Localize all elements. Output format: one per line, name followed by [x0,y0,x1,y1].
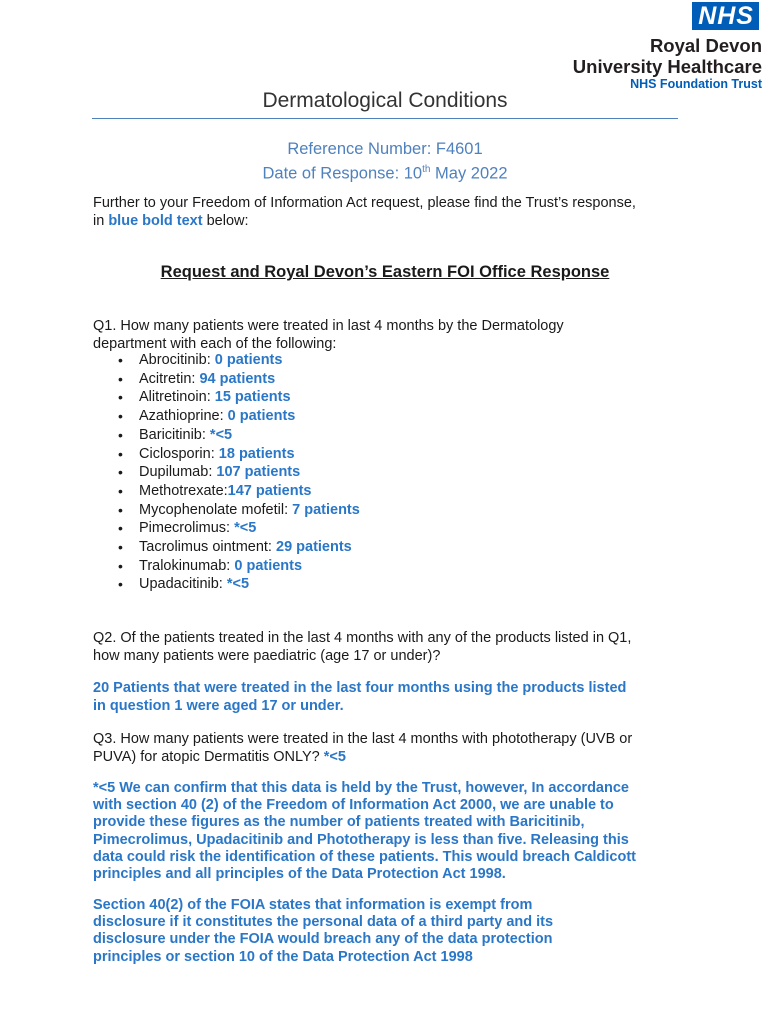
list-item [118,407,360,426]
section40-line: principles or section 10 of the Data Protection Act 1998 [93,948,473,965]
intro-line2-start: in [93,213,109,229]
drug-name: Tralokinumab: [139,557,235,574]
drug-list [118,351,360,594]
intro-highlight: blue bold text [108,213,203,229]
document-title: Dermatological Conditions [262,89,508,112]
nhs-logo-badge: NHS [692,2,759,30]
drug-name: Alitretinoin: [139,389,215,406]
response-date-ordinal: th [422,164,431,175]
list-item [118,445,360,464]
drug-answer: 94 patients [199,370,276,387]
response-date-suffix: May 2022 [430,164,508,183]
exemption-line: Pimecrolimus, Upadacitinib and Phototherapy is less than five. Releasing this [93,831,629,848]
drug-name: Ciclosporin: [139,445,219,462]
trust-logo [502,2,762,92]
q2-answer-line1: 20 Patients that were treated in the last four months using the products listed [93,680,627,696]
q3-question-line2 [93,748,693,766]
q1-question-line2: department with each of the following: [93,336,337,352]
intro-line2 [93,212,693,230]
list-item [118,351,360,370]
org-name-line2: University Healthcare [572,56,762,77]
drug-name: Mycophenolate mofetil: [139,501,293,518]
section40-line: disclosure if it constitutes the personal data of a third party and its [93,914,554,931]
drug-answer: 107 patients [216,464,301,481]
q3-question-line1: Q3. How many patients were treated in the last 4 months with phototherapy (UVB or [93,731,633,747]
q2-question-line1: Q2. Of the patients treated in the last 4 months with any of the products listed in Q1, [93,630,632,646]
q2-question [93,629,693,665]
q3-question-line2-text: PUVA) for atopic Dermatitis ONLY? [93,749,324,765]
title-divider [92,118,678,119]
org-name-line1: Royal Devon [649,35,762,56]
list-item [118,482,360,501]
exemption-paragraph [93,780,693,883]
list-item [118,370,360,389]
list-item [118,575,360,594]
drug-answer: 7 patients [292,501,360,518]
list-item [118,519,360,538]
response-date-prefix: Date of Response: 10 [262,164,423,183]
drug-name: Pimecrolimus: [139,520,235,537]
drug-answer: 147 patients [227,482,312,499]
drug-answer: 18 patients [218,445,295,462]
list-item [118,557,360,576]
reference-number: Reference Number: F4601 [287,140,483,158]
section40-line: disclosure under the FOIA would breach any of the data protection [93,931,553,948]
q2-answer [93,680,693,715]
drug-name: Azathioprine: [139,408,228,425]
intro-line1: Further to your Freedom of Information Act request, please find the Trust’s response, [93,195,636,211]
q2-question-line2: how many patients were paediatric (age 17 or under)? [93,648,441,664]
list-item [118,426,360,445]
section40-paragraph [93,897,693,966]
exemption-line: with section 40 (2) of the Freedom of Information Act 2000, we are unable to [93,797,614,814]
q1-question [93,317,693,353]
drug-name: Methotrexate: [139,482,228,499]
list-item [118,501,360,520]
section-heading: Request and Royal Devon’s Eastern FOI Office Response [160,263,610,281]
list-item [118,463,360,482]
list-item [118,388,360,407]
drug-name: Tacrolimus ointment: [139,539,276,556]
drug-answer: *<5 [209,426,233,443]
exemption-line: principles and all principles of the Data Protection Act 1998. [93,866,506,883]
q1-question-line1: Q1. How many patients were treated in last 4 months by the Dermatology [93,318,564,334]
drug-answer: *<5 [226,576,250,593]
drug-name: Upadacitinib: [139,576,227,593]
q2-answer-line2: in question 1 were aged 17 or under. [93,697,344,714]
drug-name: Acitretin: [139,370,200,387]
drug-answer: 0 patients [234,557,303,574]
drug-name: Dupilumab: [139,464,217,481]
drug-name: Abrocitinib: [139,352,215,368]
org-name-line3: NHS Foundation Trust [630,77,762,91]
response-date [92,160,678,184]
q3-answer: *<5 [323,749,346,765]
section40-line: Section 40(2) of the FOIA states that information is exempt from [93,897,533,913]
exemption-line: *<5 We can confirm that this data is held by the Trust, however, In accordance [93,780,629,796]
drug-answer: *<5 [234,520,257,537]
drug-answer: 15 patients [214,389,291,406]
drug-answer: 0 patients [227,408,296,425]
q3-question [93,730,693,766]
exemption-line: data could risk the identification of these patients. This would breach Caldicott [93,848,637,865]
drug-name: Baricitinib: [139,426,210,443]
drug-answer: 0 patients [214,352,283,368]
intro-paragraph [93,194,693,230]
intro-line2-end: below: [202,213,249,229]
drug-answer: 29 patients [276,539,352,556]
exemption-line: provide these figures as the number of patients treated with Baricitinib, [93,814,585,831]
list-item [118,538,360,557]
